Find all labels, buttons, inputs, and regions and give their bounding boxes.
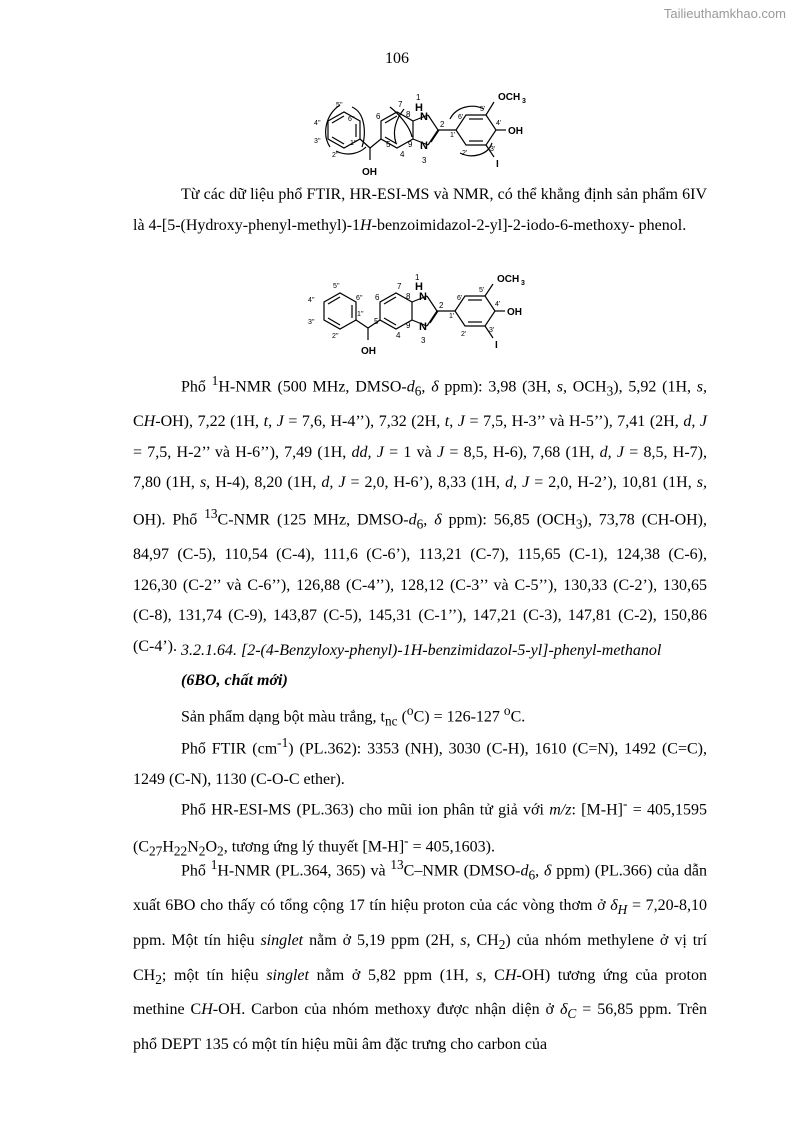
s1-label-6p: 6' xyxy=(458,114,464,121)
s2-label-1pp: 1'' xyxy=(357,311,364,318)
s2-label-5pp: 5'' xyxy=(333,283,340,290)
s2-atom-h: H xyxy=(415,281,423,293)
s2-label-5: 5 xyxy=(374,317,379,326)
s2-label-1p: 1' xyxy=(449,313,455,320)
s1-label-4pp: 4'' xyxy=(314,120,321,127)
s2-atom-n3: N xyxy=(419,321,427,333)
s1-atom-oh-right: OH xyxy=(508,126,523,137)
s2-label-2p: 2' xyxy=(461,331,467,338)
s2-label-2pp: 2'' xyxy=(332,333,339,340)
s1-atom-oh: OH xyxy=(362,167,377,178)
s2-label-3p: 3' xyxy=(489,327,495,334)
hrms-paragraph: Phổ HR-ESI-MS (PL.363) cho mũi ion phân tử giả với m/z: [M-H]- = 405,1595 ($C_{27}H_{22}N_2O_2$, tương ứng lý thuyết [M-H]- = 405,1603). xyxy=(133,796,708,859)
section-subheading: (6BO, chất mới) xyxy=(181,672,288,689)
s1-label-2p: 2' xyxy=(462,150,468,157)
s1-label-1pp: 1'' xyxy=(350,140,357,147)
s2-label-6pp: 6'' xyxy=(356,295,363,302)
s2-atom-oh-right: OH xyxy=(507,307,522,318)
s2-atom-oh: OH xyxy=(361,346,376,357)
s2-label-5p: 5' xyxy=(479,287,485,294)
s1-label-4: 4 xyxy=(400,150,405,159)
s1-label-5: 5 xyxy=(386,140,391,149)
s1-label-7: 7 xyxy=(398,100,403,109)
s2-label-6p: 6' xyxy=(457,295,463,302)
s1-label-8: 8 xyxy=(406,110,411,119)
page-number: 106 xyxy=(385,50,409,67)
s1-label-2: 2 xyxy=(440,120,445,129)
s2-label-3pp: 3'' xyxy=(308,319,315,326)
s1-label-6pp: 6'' xyxy=(348,116,355,123)
s1-label-3pp: 3'' xyxy=(314,138,321,145)
s1-label-5p: 5' xyxy=(480,106,486,113)
s1-label-2pp: 2'' xyxy=(332,152,339,159)
s1-label-1p: 1' xyxy=(450,132,456,139)
s1-label-3p: 3' xyxy=(490,146,496,153)
s2-label-4: 4 xyxy=(396,331,401,340)
s2-label-4p: 4' xyxy=(495,301,501,308)
s1-label-5pp: 5'' xyxy=(336,102,343,109)
s1-label-4p: 4' xyxy=(496,120,502,127)
nmr-data-paragraph: Phổ $^1$H-NMR (500 MHz, DMSO-$d_6$, δ ppm): 3,98 (3H, s, $OCH_3$), 5,92 (1H, s, CH-OH), 7,22 (1H, t, J = 7,6, H-4’’), 7,32 (2H, t, J = 7,5, H-3’’ và H-5’’), 7,41 (2H, d, J = 7,5, H-2’’ và H-6’’), 7,49 (1H, dd, J = 1 và J = 8,5, H-6), 7,68 (1H, d, J = 8,5, H-7), 7,80 (1H, s, H-4), 8,20 (1H, d, J = 2,0, H-6’), 8,33 (1H, d, J = 2,0, H-2’), 10,81 (1H, s, OH). Phổ $^{13}$C-NMR (125 MHz, DMSO-$d_6$, δ ppm): 56,85 $(OCH_3)$, 73,78 (CH-OH), 84,97 (C-5), 110,54 (C-4), 111,6 (C-6’), 113,21 (C-7), 115,65 (C-1), 124,38 (C-6), 126,30 (C-2’’ và C-6’’), 126,88 (C-4’’), 128,12 (C-3’’ và C-5’’), 130,33 (C-2’), 130,65 (C-8), 131,74 (C-9), 143,87 (C-5), 145,31 (C-1’’), 147,21 (C-3), 147,81 (C-2), 150,86 (C-4’). xyxy=(133,373,708,655)
s2-atom-och3-sub: 3 xyxy=(521,280,525,287)
s1-atom-n1: N xyxy=(420,111,428,123)
structure-diagram xyxy=(300,272,540,362)
s1-atom-iodo: I xyxy=(496,159,499,170)
s2-atom-iodo: I xyxy=(495,340,498,351)
s2-atom-n1: N xyxy=(419,291,427,303)
s2-label-7: 7 xyxy=(397,282,402,291)
structure-hmbc-diagram xyxy=(300,85,540,180)
s1-label-3: 3 xyxy=(422,156,427,165)
s2-label-4pp: 4'' xyxy=(308,297,315,304)
conclusion-paragraph: Từ các dữ liệu phổ FTIR, HR-ESI-MS và NMR, có thể khẳng định sản phẩm 6IV là 4-[5-(Hydroxy-phenyl-methyl)-1H-benzoimidazol-2-yl]-2-iodo-6-methoxy- phenol. xyxy=(133,186,708,234)
s1-atom-n3: N xyxy=(420,140,428,152)
s1-atom-och3-sub: 3 xyxy=(522,98,526,105)
s2-label-1: 1 xyxy=(415,273,420,282)
s1-label-1: 1 xyxy=(416,93,421,102)
watermark: Tailieuthamkhao.com xyxy=(663,6,786,21)
s2-label-2: 2 xyxy=(439,301,444,310)
s1-label-9: 9 xyxy=(408,140,413,149)
s1-label-6: 6 xyxy=(376,112,381,121)
nmr-6bo-paragraph: Phổ $^1$H-NMR (PL.364, 365) và $^{13}$C–NMR ($DMSO-d_6$, δ ppm) (PL.366) của dẫn xuất 6BO cho thấy có tổng cộng 17 tín hiệu proton của các vòng thơm ở $\delta_H = 7,20-8,10$ ppm. Một tín hiệu singlet nằm ở 5,19 ppm (2H, s, $CH_2$) của nhóm methylene ở vị trí $CH_2$; một tín hiệu singlet nằm ở 5,82 ppm (1H, s, CH-OH) tương ứng của proton methine CH-OH. Carbon của nhóm methoxy được nhận diện ở $\delta_C = 56,85$ ppm. Trên phổ DEPT 135 có một tín hiệu mũi âm đặc trưng cho carbon của xyxy=(133,857,708,1054)
s2-label-9: 9 xyxy=(406,321,411,330)
ftir-paragraph: Phổ FTIR $(cm^{-1})$ (PL.362): 3353 (NH), 3030 (C-H), 1610 (C=N), 1492 (C=C), 1249 (C-N), 1130 (C-O-C ether). xyxy=(133,735,707,788)
s1-atom-och3: OCH xyxy=(498,92,521,103)
s2-label-3: 3 xyxy=(421,336,426,345)
s1-atom-h: H xyxy=(415,102,423,114)
section-heading: 3.2.1.64. [2-(4-Benzyloxy-phenyl)-1H-benzimidazol-5-yl]-phenyl-methanol xyxy=(181,642,662,659)
s2-label-6: 6 xyxy=(375,293,380,302)
s2-label-8: 8 xyxy=(406,292,411,301)
s2-atom-och3: OCH xyxy=(497,274,520,285)
melting-point: Sản phẩm dạng bột màu trắng, $t_{nc}$ ($^o$C) = 126-127 $^o$C. xyxy=(181,703,526,729)
